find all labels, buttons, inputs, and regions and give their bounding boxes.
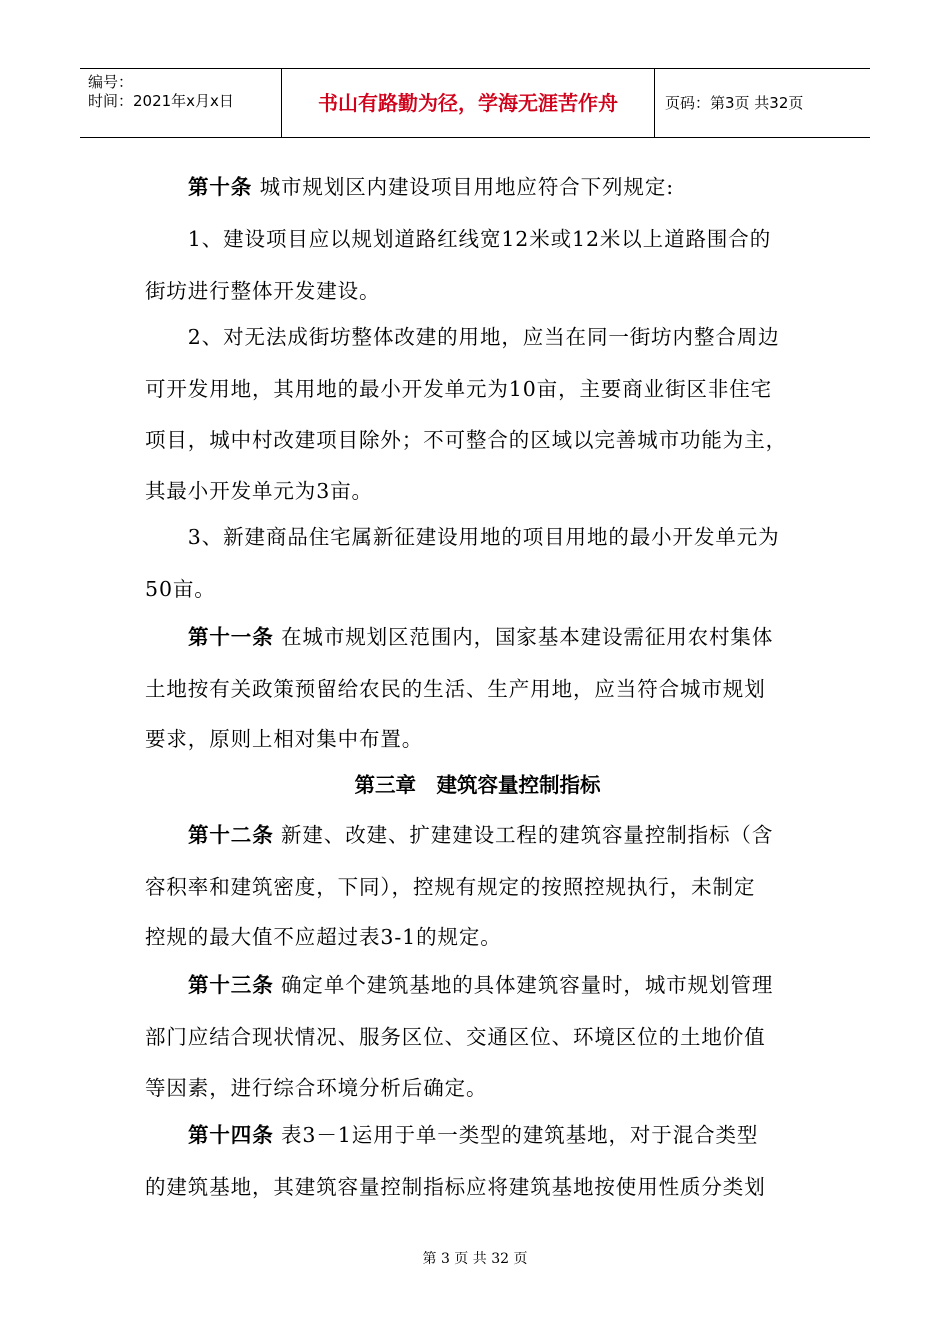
article-number: 第十条 (188, 175, 253, 199)
paragraph-line (145, 520, 810, 550)
document-time-label: 时间：2021年x月x日 (88, 92, 234, 110)
article-text: 要求，原则上相对集中布置。 (145, 727, 424, 751)
paragraph-line (145, 474, 810, 504)
article-text: 1、建设项目应以规划道路红线宽12米或12米以上道路围合的 (145, 227, 772, 251)
paragraph-line (145, 870, 810, 900)
paragraph-line (145, 222, 810, 252)
article-text: 确定单个建筑基地的具体建筑容量时，城市规划管理 (273, 973, 774, 997)
article-text: 表3－1运用于单一类型的建筑基地，对于混合类型 (273, 1123, 759, 1147)
article-text: 等因素，进行综合环境分析后确定。 (145, 1076, 488, 1100)
article-text: 新建、改建、扩建建设工程的建筑容量控制指标（含 (273, 823, 774, 847)
article-start-line (188, 968, 810, 998)
article-text: 2、对无法成街坊整体改建的用地，应当在同一街坊内整合周边 (145, 325, 780, 349)
paragraph-line (145, 1071, 810, 1101)
page-footer: 第 3 页 共 32 页 (422, 1251, 528, 1267)
article-start-line (188, 1118, 810, 1148)
article-text: 城市规划区内建设项目用地应符合下列规定: (252, 175, 675, 199)
paragraph-line (145, 1170, 810, 1200)
header-page-info: 页码：第3页 共32页 (665, 94, 804, 112)
header-meta (80, 69, 282, 137)
article-start-line (188, 170, 810, 200)
paragraph-line (145, 722, 810, 752)
article-text: 项目，城中村改建项目除外；不可整合的区域以完善城市功能为主， (145, 428, 787, 452)
article-text: 3、新建商品住宅属新征建设用地的项目用地的最小开发单元为 (145, 525, 780, 549)
article-text: 50亩。 (145, 577, 216, 601)
article-number: 第十一条 (188, 625, 274, 649)
paragraph-line (145, 372, 810, 402)
document-header (80, 68, 870, 138)
article-start-line (188, 818, 810, 848)
article-text: 街坊进行整体开发建设。 (145, 279, 381, 303)
header-motto: 书山有路勤为径，学海无涯苦作舟 (318, 91, 618, 115)
article-text: 容积率和建筑密度，下同），控规有规定的按照控规执行，未制定 (145, 875, 756, 899)
paragraph-line (145, 423, 810, 453)
paragraph-line (145, 572, 810, 602)
article-number: 第十四条 (188, 1123, 274, 1147)
article-text: 土地按有关政策预留给农民的生活、生产用地，应当符合城市规划 (145, 677, 766, 701)
article-start-line (188, 620, 810, 650)
paragraph-line (145, 320, 810, 350)
paragraph-line (145, 672, 810, 702)
document-number-label: 编号： (88, 73, 134, 91)
article-text: 其最小开发单元为3亩。 (145, 479, 373, 503)
paragraph-line (145, 920, 810, 950)
article-text: 的建筑基地，其建筑容量控制指标应将建筑基地按使用性质分类划 (145, 1175, 766, 1199)
paragraph-line (145, 274, 810, 304)
article-text: 部门应结合现状情况、服务区位、交通区位、环境区位的土地价值 (145, 1025, 766, 1049)
chapter-heading: 第三章 建筑容量控制指标 (354, 773, 601, 797)
article-number: 第十三条 (188, 973, 274, 997)
article-text: 控规的最大值不应超过表3-1的规定。 (145, 925, 502, 949)
paragraph-line (145, 1020, 810, 1050)
article-text: 可开发用地，其用地的最小开发单元为10亩，主要商业街区非住宅 (145, 377, 773, 401)
header-motto-cell (282, 69, 655, 137)
article-number: 第十二条 (188, 823, 274, 847)
article-text: 在城市规划区范围内，国家基本建设需征用农村集体 (273, 625, 774, 649)
